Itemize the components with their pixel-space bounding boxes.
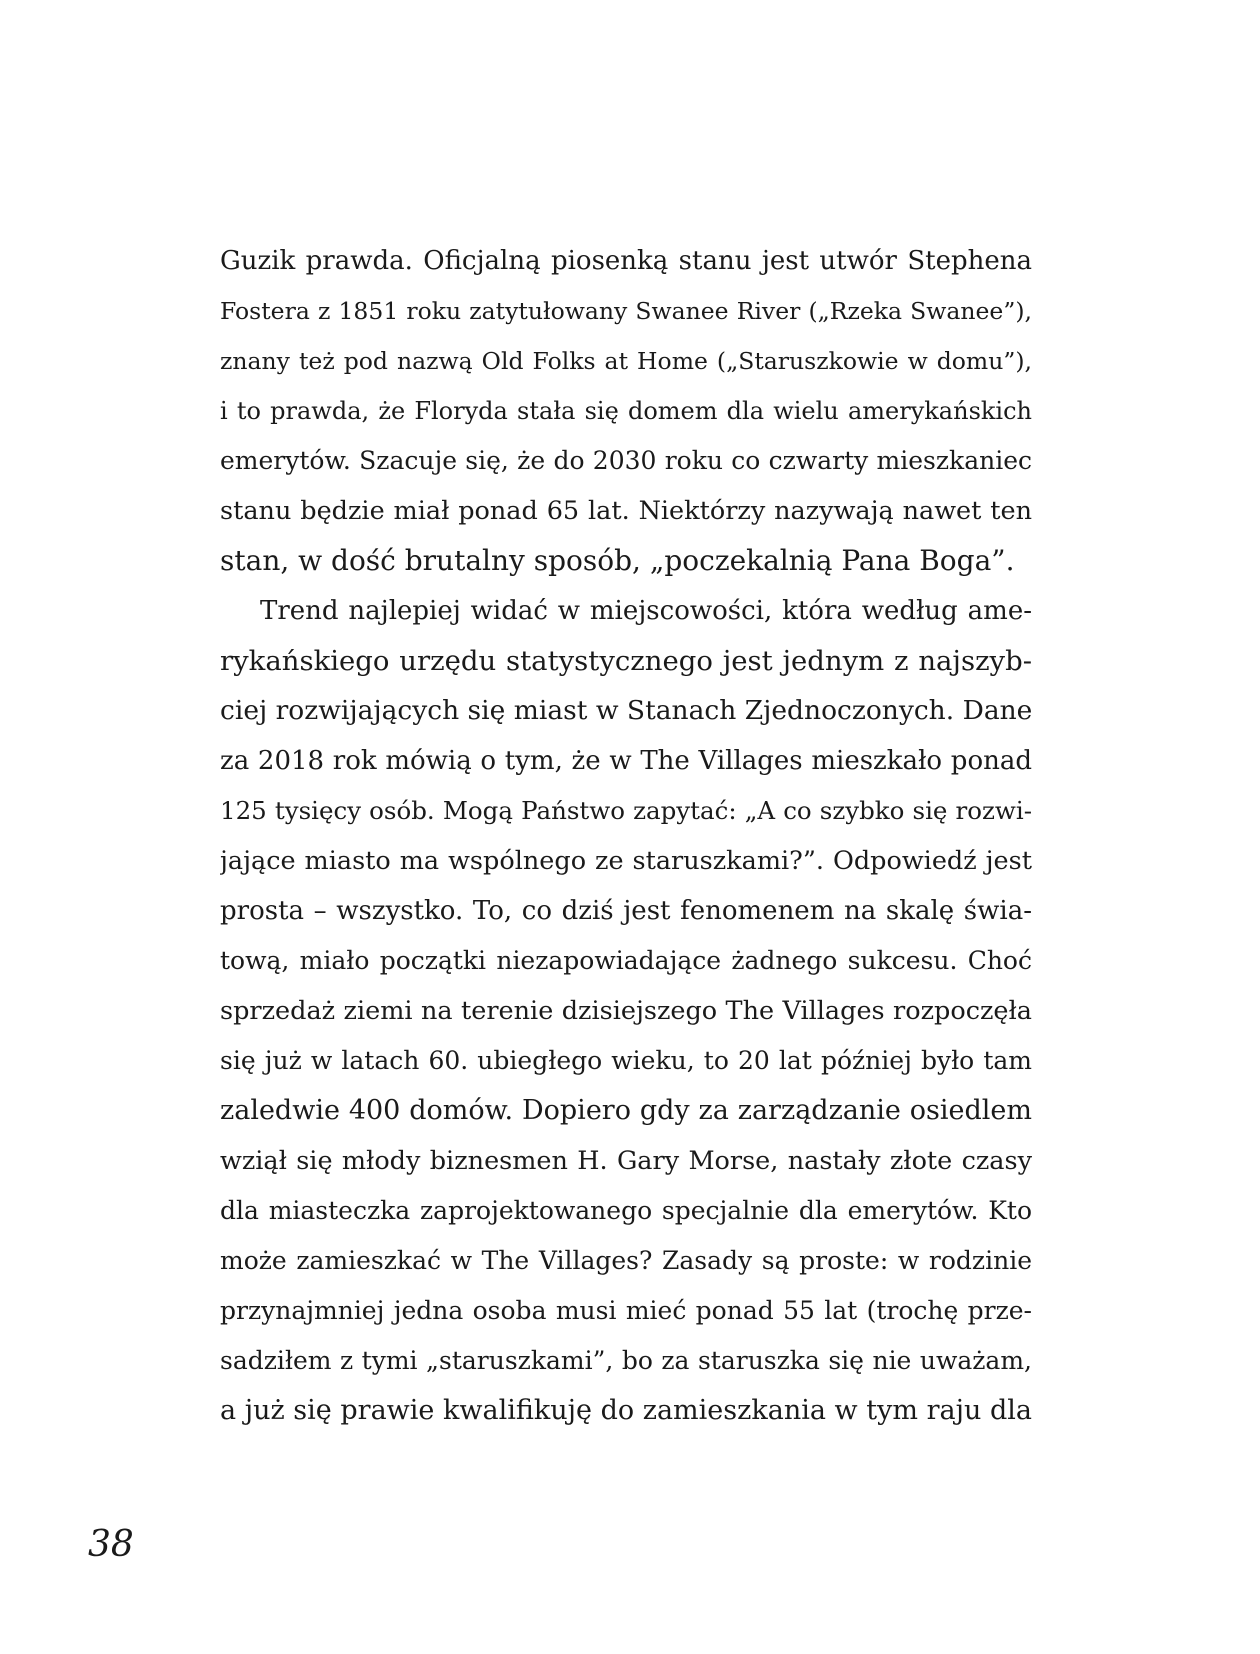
text-line: znany też pod nazwą Old Folks at Home („Staruszkowie w domu”), <box>220 347 1032 375</box>
text-line: wziął się młody biznesmen H. Gary Morse, nastały złote czasy <box>220 1146 1032 1176</box>
text-line: za 2018 rok mówią o tym, że w The Villages mieszkało ponad <box>220 746 1032 776</box>
text-line: ciej rozwijających się miast w Stanach Zjednoczonych. Dane <box>220 695 1032 726</box>
text-line: emerytów. Szacuje się, że do 2030 roku co czwarty mieszkaniec <box>220 446 1032 475</box>
text-line: prosta – wszystko. To, co dziś jest fenomenem na skalę świa- <box>220 896 1032 926</box>
text-line: a już się prawie kwalifikuję do zamieszkania w tym raju dla <box>220 1395 1032 1426</box>
page-number: 38 <box>88 1524 134 1565</box>
text-line: Trend najlepiej widać w miejscowości, która według ame- <box>260 596 1032 626</box>
text-line: i to prawda, że Floryda stała się domem dla wielu amerykańskich <box>220 397 1032 425</box>
text-line: tową, miało początki niezapowiadające żadnego sukcesu. Choć <box>220 946 1032 975</box>
text-line: 125 tysięcy osób. Mogą Państwo zapytać: „A co szybko się rozwi- <box>220 796 1032 825</box>
body-text <box>220 236 1032 1436</box>
text-line: się już w latach 60. ubiegłego wieku, to 20 lat później było tam <box>220 1046 1032 1075</box>
text-line: przynajmniej jedna osoba musi mieć ponad 55 lat (trochę prze- <box>220 1296 1032 1325</box>
text-line: dla miasteczka zaprojektowanego specjalnie dla emerytów. Kto <box>220 1196 1032 1225</box>
text-line: Guzik prawda. Oficjalną piosenką stanu jest utwór Stephena <box>220 246 1032 276</box>
text-line: jające miasto ma wspólnego ze staruszkami?”. Odpowiedź jest <box>220 846 1032 876</box>
text-line: stan, w dość brutalny sposób, „poczekalnią Pana Boga”. <box>220 544 1015 577</box>
text-line: stanu będzie miał ponad 65 lat. Niektórzy nazywają nawet ten <box>220 496 1032 526</box>
text-line: rykańskiego urzędu statystycznego jest jednym z najszyb- <box>220 645 1032 677</box>
text-line: zaledwie 400 domów. Dopiero gdy za zarządzanie osiedlem <box>220 1095 1032 1126</box>
text-line: sadziłem z tymi „staruszkami”, bo za staruszka się nie uważam, <box>220 1346 1032 1375</box>
text-line: może zamieszkać w The Villages? Zasady są proste: w rodzinie <box>220 1246 1032 1275</box>
text-line: Fostera z 1851 roku zatytułowany Swanee River („Rzeka Swanee”), <box>220 297 1032 325</box>
text-line: sprzedaż ziemi na terenie dzisiejszego The Villages rozpoczęła <box>220 996 1032 1026</box>
